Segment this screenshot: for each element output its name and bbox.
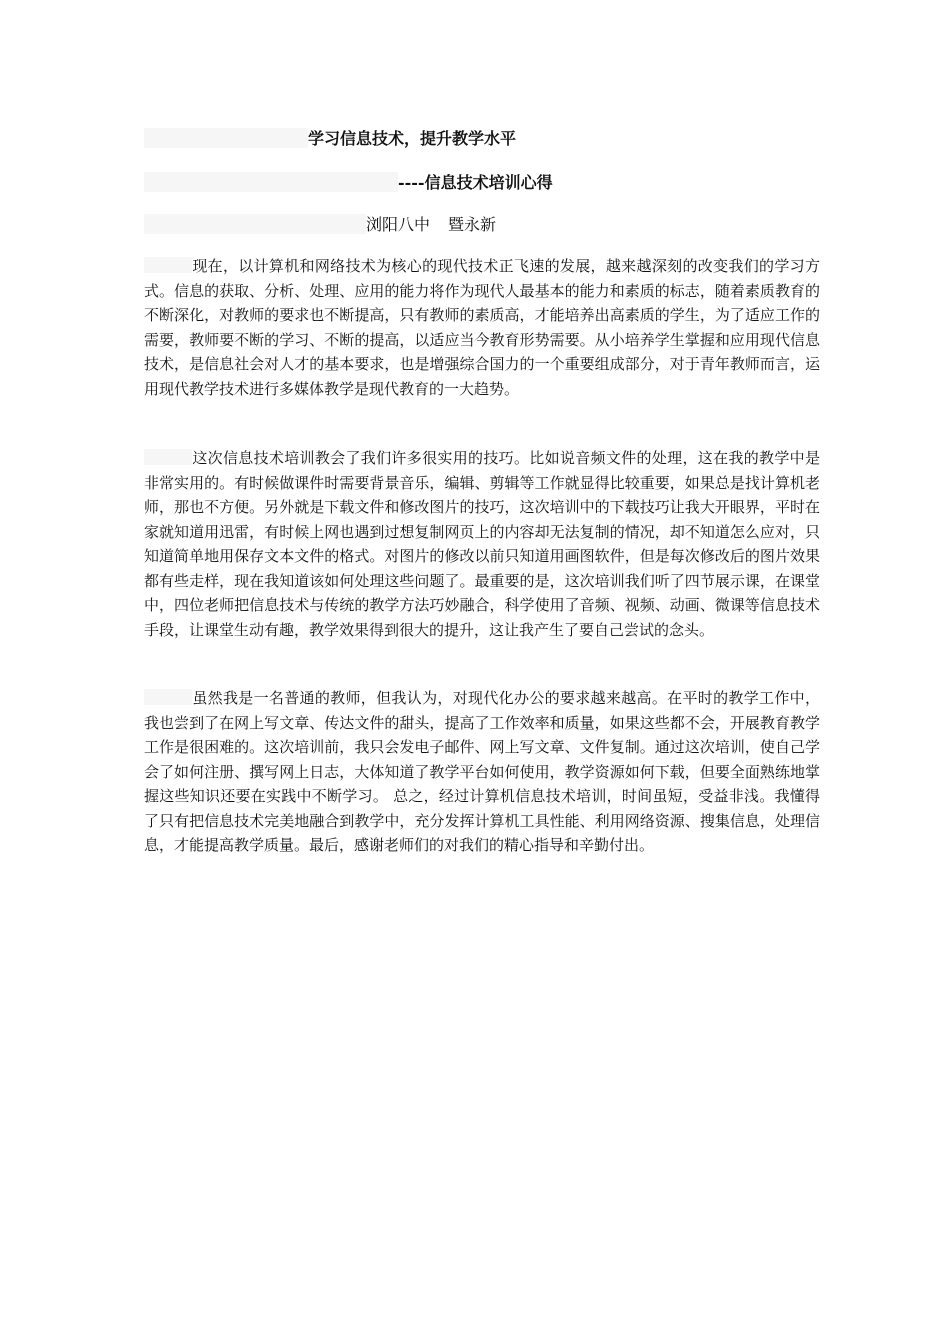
paragraph-indent xyxy=(144,257,192,273)
author-school: 浏阳八中 xyxy=(366,215,431,234)
document-title xyxy=(144,126,820,150)
paragraph-2-text: 这次信息技术培训教会了我们许多很实用的技巧。比如说音频文件的处理，这在我的教学中是非常实用的。有时候做课件时需要背景音乐，编辑、剪辑等工作就显得比较重要，如果总是找计算机老师，那也不方便。另外就是下载文件和修改图片的技巧，这次培训中的下载技巧让我大开眼界，平时在家就知道用迅雷，有时候上网也遇到过想复制网页上的内容却无法复制的情况，却不知道怎么应对，只知道简单地用保存文本文件的格式。对图片的修改以前只知道用画图软件，但是每次修改后的图片效果都有些走样，现在我知道该如何处理这些问题了。最重要的是，这次培训我们听了四节展示课，在课堂中，四位老师把信息技术与传统的教学方法巧妙融合，科学使用了音频、视频、动画、微课等信息技术手段，让课堂生动有趣，教学效果得到很大的提升，这让我产生了要自己尝试的念头。 xyxy=(144,449,820,639)
paragraph-indent xyxy=(144,449,192,465)
paragraph-1-text: 现在，以计算机和网络技术为核心的现代技术正飞速的发展，越来越深刻的改变我们的学习方式。信息的获取、分析、处理、应用的能力将作为现代人最基本的能力和素质的标志，随着素质教育的不断深化，对教师的要求也不断提高，只有教师的素质高，才能培养出高素质的学生，为了适应工作的需要，教师要不断的学习、不断的提高，以适应当今教育形势需要。从小培养学生掌握和应用现代信息技术，是信息社会对人才的基本要求，也是增强综合国力的一个重要组成部分，对于青年教师而言，运用现代教学技术进行多媒体教学是现代教育的一大趋势。 xyxy=(144,257,820,398)
author-line xyxy=(144,212,820,238)
paragraph-indent xyxy=(144,689,192,705)
paragraph-2 xyxy=(144,446,820,642)
subtitle-text: ----信息技术培训心得 xyxy=(398,173,553,192)
author-indent-shade xyxy=(144,214,366,234)
paragraph-3-text: 虽然我是一名普通的教师，但我认为，对现代化办公的要求越来越高。在平时的教学工作中，我也尝到了在网上写文章、传达文件的甜头，提高了工作效率和质量，如果这些都不会，开展教育教学工作是很困难的。这次培训前，我只会发电子邮件、网上写文章、文件复制。通过这次培训，使自己学会了如何注册、撰写网上日志，大体知道了教学平台如何使用，教学资源如何下载，但要全面熟练地掌握这些知识还要在实践中不断学习。 总之，经过计算机信息技术培训，时间虽短，受益非浅。我懂得了只有把信息技术完美地融合到教学中，充分发挥计算机工具性能、利用网络资源、搜集信息，处理信息，才能提高教学质量。最后，感谢老师们的对我们的精心指导和辛勤付出。 xyxy=(144,689,820,854)
title-text: 学习信息技术，提升教学水平 xyxy=(308,129,517,148)
subtitle-indent-shade xyxy=(144,172,398,192)
paragraph-1 xyxy=(144,254,820,401)
author-name: 暨永新 xyxy=(448,215,497,234)
document-subtitle xyxy=(144,170,820,194)
title-indent-shade xyxy=(144,128,308,148)
paragraph-3 xyxy=(144,686,820,858)
